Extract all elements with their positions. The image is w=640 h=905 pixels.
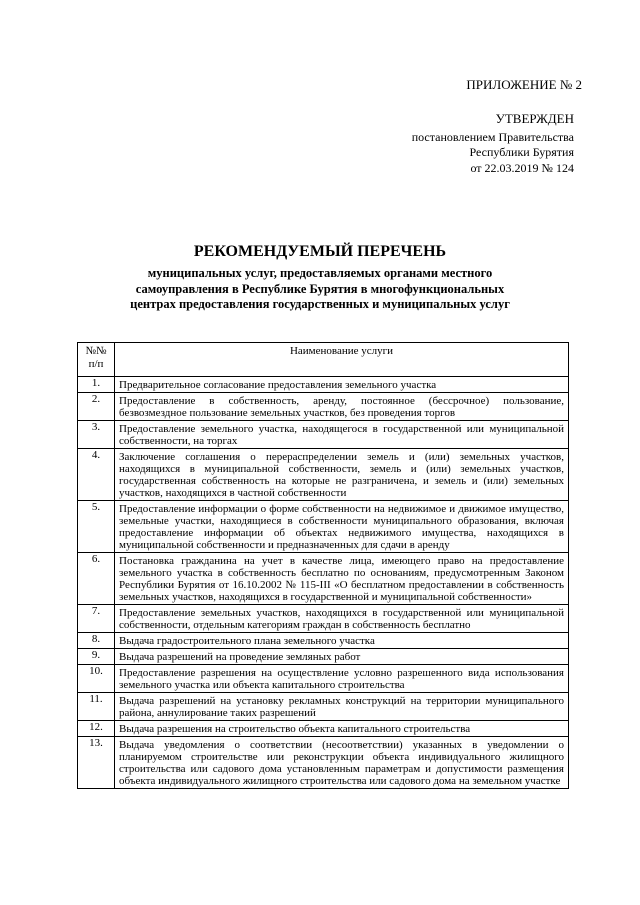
table-row (78, 721, 569, 737)
subtitle-line: муниципальных услуг, предоставляемых органами местного (147, 266, 493, 280)
approval-line: от 22.03.2019 № 124 (470, 160, 574, 175)
column-header-number-line1: №№ (85, 345, 107, 357)
row-number: 5. (78, 501, 115, 553)
approval-block (412, 111, 574, 176)
row-number: 12. (78, 721, 115, 737)
approval-line: Республики Бурятия (469, 145, 574, 159)
row-number: 6. (78, 553, 115, 605)
service-name: Предоставление земельного участка, находящегося в государственной или муниципальной собственности, на торгах (115, 421, 569, 449)
service-name: Выдача разрешения на строительство объекта капитального строительства (115, 721, 569, 737)
row-number: 13. (78, 737, 115, 789)
row-number: 11. (78, 693, 115, 721)
row-number: 1. (78, 377, 115, 393)
table-row (78, 449, 569, 501)
table-row (78, 665, 569, 693)
service-name: Выдача градостроительного плана земельного участка (115, 633, 569, 649)
row-number: 3. (78, 421, 115, 449)
row-number: 4. (78, 449, 115, 501)
document-title-block (60, 243, 580, 313)
row-number: 8. (78, 633, 115, 649)
row-number: 10. (78, 665, 115, 693)
column-header-number-line2: п/п (88, 358, 104, 370)
table-row (78, 649, 569, 665)
service-name: Предоставление информации о форме собственности на недвижимое и движимое имущество, земельные участки, находящиеся в собственности муниципального образования, включая предоставление информации об объектах недвижимого имущества, находящихся в муниципальной собственности и предназначенных для сдачи в аренду (115, 501, 569, 553)
service-name: Предоставление разрешения на осуществление условно разрешенного вида использования земельного участка или объекта капитального строительства (115, 665, 569, 693)
subtitle-line: самоуправления в Республике Бурятия в многофункциональных (135, 281, 505, 296)
table-row (78, 393, 569, 421)
row-number: 9. (78, 649, 115, 665)
table-row (78, 501, 569, 553)
table-header-row (78, 343, 569, 377)
table-row (78, 421, 569, 449)
column-header-number (78, 343, 115, 377)
service-name: Постановка гражданина на учет в качестве лица, имеющего право на предоставление земельного участка в собственность бесплатно по основаниям, предусмотренным Законом Республики Бурятия от 16.10.2002 № 115-III «О бесплатном предоставлении в собственность земельных участков, находящихся в государственной и муниципальной собственности» (115, 553, 569, 605)
row-number: 2. (78, 393, 115, 421)
row-number: 7. (78, 605, 115, 633)
approval-line: постановлением Правительства (411, 129, 574, 144)
table-row (78, 553, 569, 605)
approval-heading: УТВЕРЖДЕН (495, 111, 574, 126)
table-row (78, 377, 569, 393)
service-name: Предоставление земельных участков, находящихся в государственной или муниципальной собственности, отдельным категориям граждан в собственность бесплатно (115, 605, 569, 633)
service-name: Предоставление в собственность, аренду, постоянное (бессрочное) пользование, безвозмездное пользование земельных участков, без проведения торгов (115, 393, 569, 421)
service-name: Выдача уведомления о соответствии (несоответствии) указанных в уведомлении о планируемом строительстве или реконструкции объекта индивидуального жилищного строительства или садового дома установленным параметрам и допустимости размещения объекта индивидуального жилищного строительства или садового дома на земельном участке (115, 737, 569, 789)
table-body (78, 377, 569, 789)
services-table (77, 342, 569, 789)
table-row (78, 633, 569, 649)
document-subtitle (60, 266, 580, 313)
table-row (78, 693, 569, 721)
column-header-service-name: Наименование услуги (115, 343, 569, 377)
service-name: Выдача разрешений на установку рекламных конструкций на территории муниципального района, аннулирование таких разрешений (115, 693, 569, 721)
subtitle-line: центрах предоставления государственных и муниципальных услуг (130, 297, 510, 311)
document-title: РЕКОМЕНДУЕМЫЙ ПЕРЕЧЕНЬ (193, 243, 447, 260)
service-name: Выдача разрешений на проведение земляных работ (115, 649, 569, 665)
attachment-label: ПРИЛОЖЕНИЕ № 2 (466, 77, 582, 92)
table-row (78, 605, 569, 633)
service-name: Предварительное согласование предоставления земельного участка (115, 377, 569, 393)
table-row (78, 737, 569, 789)
service-name: Заключение соглашения о перераспределении земель и (или) земельных участков, находящихся в муниципальной собственности, земель и (или) земельных участков, государственная собственность на которые не разграничена, и земель и (или) земельных участков, находящихся в частной собственности (115, 449, 569, 501)
